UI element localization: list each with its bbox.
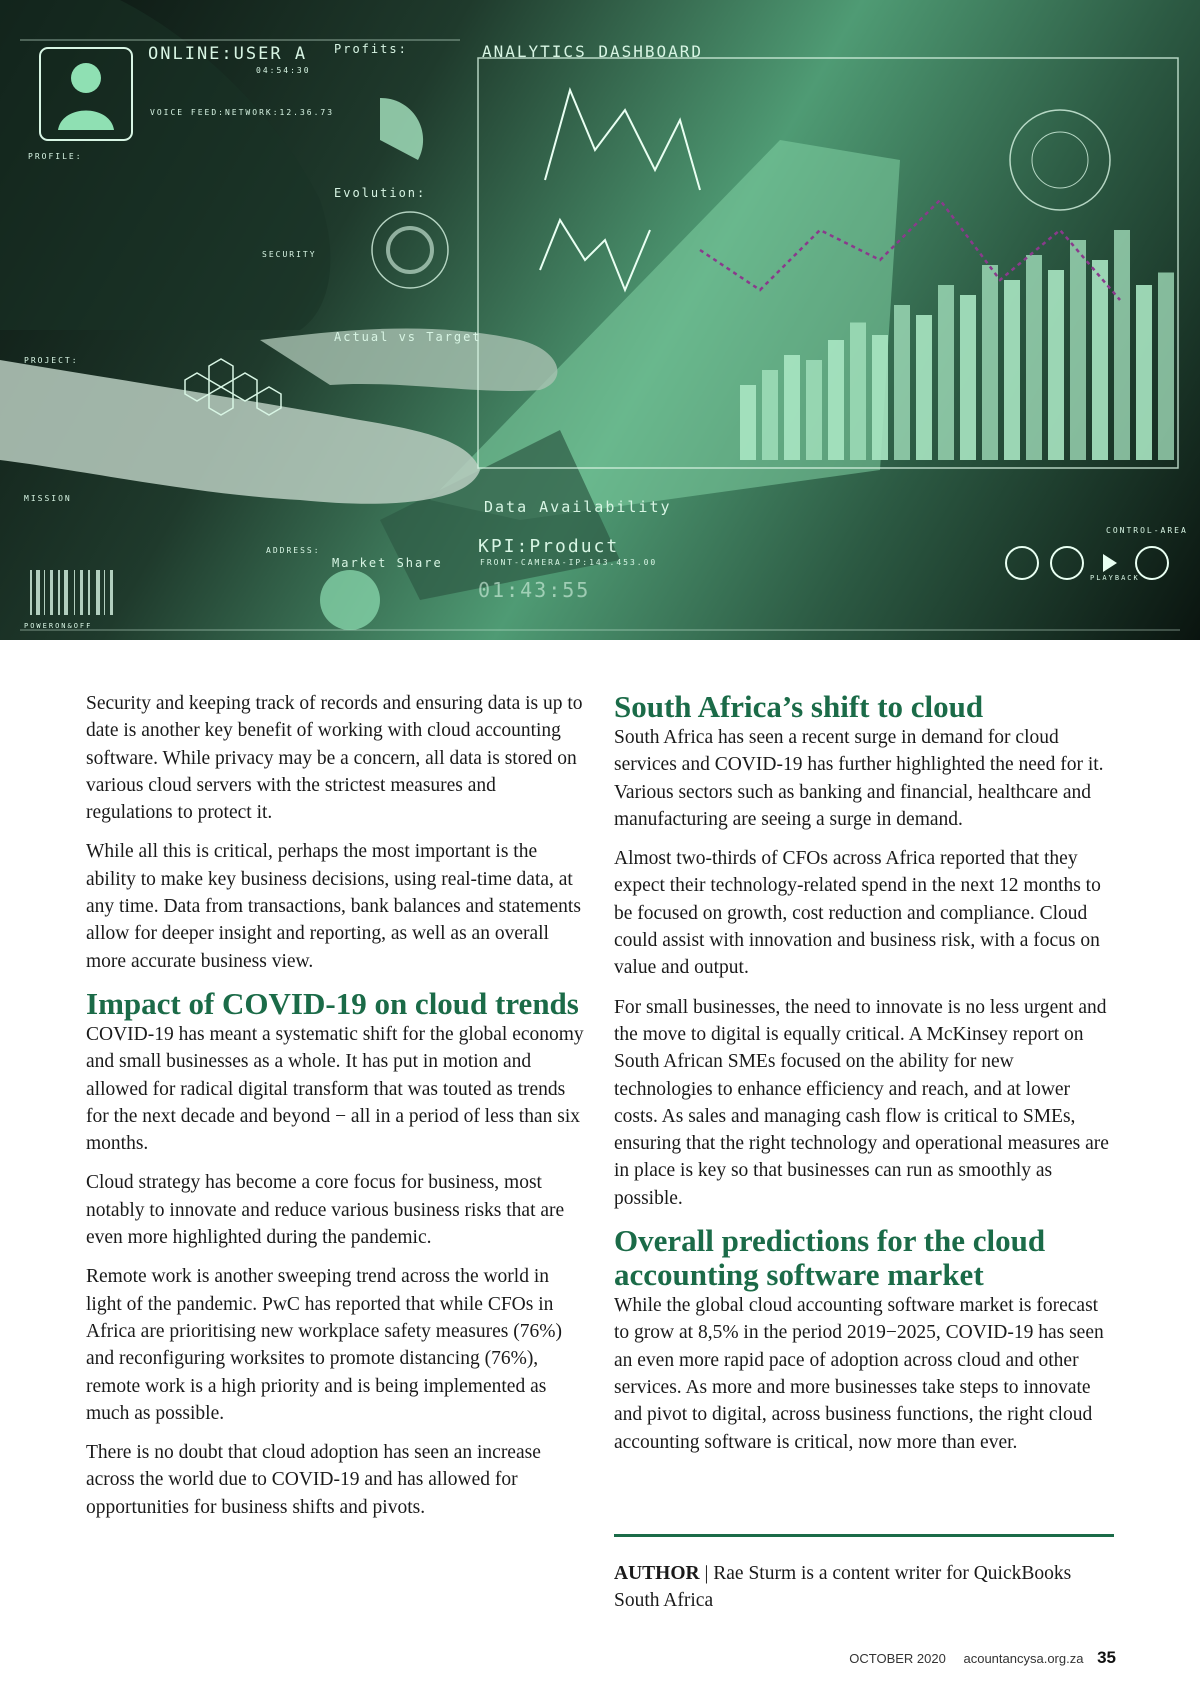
dashboard-bar (916, 315, 932, 460)
dashboard-bar (872, 335, 888, 460)
dashboard-bar (784, 355, 800, 460)
up-button (1051, 547, 1083, 579)
dashboard-bar (938, 285, 954, 460)
hud-time-small: 04:54:30 (256, 66, 311, 75)
article-column-right (614, 690, 1114, 1468)
evolution-line-graph (540, 220, 650, 290)
hud-playback: PLAYBACK (1090, 574, 1140, 582)
paragraph-remote-work: Remote work is another sweeping trend across the world in light of the pandemic. PwC has reported that while CFOs in Africa are prioritising new workplace safety measures (76%) and reconfiguring worksites to promote distancing (76%), remote work is a high priority and is being implemented as much as possible. (86, 1266, 562, 1424)
hud-power: POWERON&OFF (24, 622, 93, 630)
play-icon (1103, 554, 1117, 572)
hud-project: PROJECT: (24, 356, 79, 365)
dashboard-bar (1136, 285, 1152, 460)
paragraph-sa-demand: South Africa has seen a recent surge in demand for cloud services and COVID-19 has further highlighted the need for it. Various sectors such as banking and financial, healthcare and manufacturing are seeing a surge in demand. (614, 727, 1104, 830)
author-separator: | (699, 1563, 714, 1584)
back-button (1006, 547, 1038, 579)
dashboard-bar (850, 323, 866, 461)
author-divider (614, 1534, 1114, 1537)
hud-voice-feed: VOICE FEED:NETWORK:12.36.73 (150, 108, 335, 117)
author-text: Rae Sturm is a content writer for QuickBooks South Africa (614, 1563, 1072, 1612)
footer-site: acountancysa.org.za (963, 1651, 1084, 1666)
dashboard-bar (1070, 240, 1086, 460)
hud-mission: MISSION (24, 494, 72, 503)
hud-data-availability: Data Availability (484, 498, 672, 516)
forward-button (1136, 547, 1168, 579)
paragraph-cfo-spend: Almost two-thirds of CFOs across Africa reported that they expect their technology-related spend in the next 12 months to be focused on growth, cost reduction and compliance. Cloud could assist with innovation and business risk, with a focus on value and output. (614, 848, 1101, 979)
globe-icon (320, 570, 380, 630)
heading-south-africa: South Africa’s shift to cloud (614, 689, 984, 724)
hud-kpi-product: KPI:Product (478, 536, 620, 557)
hud-actual-vs-target: Actual vs Target (334, 330, 482, 344)
user-icon (71, 63, 101, 93)
hud-profile: PROFILE: (28, 152, 83, 161)
hud-online-user: ONLINE:USER A (148, 44, 308, 64)
hero-image (0, 0, 1200, 640)
dashboard-bar (960, 295, 976, 460)
paragraph-cloud-strategy: Cloud strategy has become a core focus for business, most notably to innovate and reduce various business risks that are even more highlighted during the pandemic. (86, 1172, 565, 1249)
hud-camera: FRONT-CAMERA-IP:143.453.00 (480, 558, 658, 567)
dashboard-bar (1158, 273, 1174, 461)
page-number: 35 (1097, 1648, 1116, 1667)
dashboard-bar (1048, 270, 1064, 460)
footer-date: OCTOBER 2020 (849, 1651, 946, 1666)
dashboard-bar (828, 340, 844, 460)
paragraph-security: Security and keeping track of records and ensuring data is up to date is another key benefit of working with cloud accounting software. While privacy may be a concern, all data is stored on various cloud servers with the strictest measures and regulations to protect it. (86, 693, 583, 824)
dashboard-bar (982, 265, 998, 460)
dashboard-bar (740, 385, 756, 460)
paragraph-decisions: While all this is critical, perhaps the most important is the ability to make key business decisions, using real-time data, at any time. Data from transactions, bank balances and statements allow for deeper insight and reporting, as well as an overall more accurate business view. (86, 841, 581, 972)
radar-icon (1010, 110, 1110, 210)
dashboard-bar (1026, 255, 1042, 460)
dashboard-bar (894, 305, 910, 460)
heading-covid-impact: Impact of COVID-19 on cloud trends (86, 985, 579, 1021)
gauge-icon (372, 212, 448, 288)
hud-clock: 01:43:55 (478, 578, 591, 602)
dashboard-bar (762, 370, 778, 460)
hud-control-area: CONTROL-AREA (1106, 526, 1188, 535)
hud-security: SECURITY (262, 250, 317, 259)
dashboard-bar (1004, 280, 1020, 460)
dashboard-bar (1092, 260, 1108, 460)
author-byline (614, 1560, 1114, 1615)
hud-address: ADDRESS: (266, 546, 321, 555)
hud-profits: Profits: (334, 42, 408, 56)
hud-market-share: Market Share (332, 556, 443, 570)
page-footer (849, 1648, 1116, 1668)
pie-icon (380, 98, 423, 160)
dashboard-bar (1114, 230, 1130, 460)
author-label: AUTHOR (614, 1563, 700, 1584)
profit-line-graph (545, 90, 700, 190)
paragraph-cloud-adoption: There is no doubt that cloud adoption has seen an increase across the world due to COVID-19 and has allowed for opportunities for business shifts and pivots. (86, 1442, 541, 1518)
paragraph-forecast: While the global cloud accounting software market is forecast to grow at 8,5% in the period 2019−2025, COVID-19 has seen an even more rapid pace of adoption across cloud and other services. As more and more businesses take steps to innovate and pivot to digital, across business functions, the right cloud accounting software is critical, now more than ever. (614, 1295, 1104, 1453)
paragraph-small-business: For small businesses, the need to innovate is no less urgent and the move to digital is equally critical. A McKinsey report on South African SMEs focused on the ability for new technologies to enhance efficiency and reach, and at lower costs. As sales and managing cash flow is critical to SMEs, ensuring that the right technology and operational measures are in place is key so that businesses can run as smoothly as possible. (614, 996, 1109, 1209)
hud-evolution: Evolution: (334, 186, 427, 200)
heading-predictions: Overall predictions for the cloud accounting software market (614, 1223, 1046, 1293)
dashboard-bar (806, 360, 822, 460)
paragraph-covid-shift: COVID-19 has meant a systematic shift for the global economy and small businesses as a whole. It has put in motion and allowed for radical digital transform that was touted as trends for the next decade and beyond − all in a period of less than six months. (86, 1023, 584, 1155)
hud-analytics-dashboard: ANALYTICS DASHBOARD (482, 42, 704, 61)
barcode-icon (30, 570, 113, 615)
article-column-left (86, 690, 586, 1533)
